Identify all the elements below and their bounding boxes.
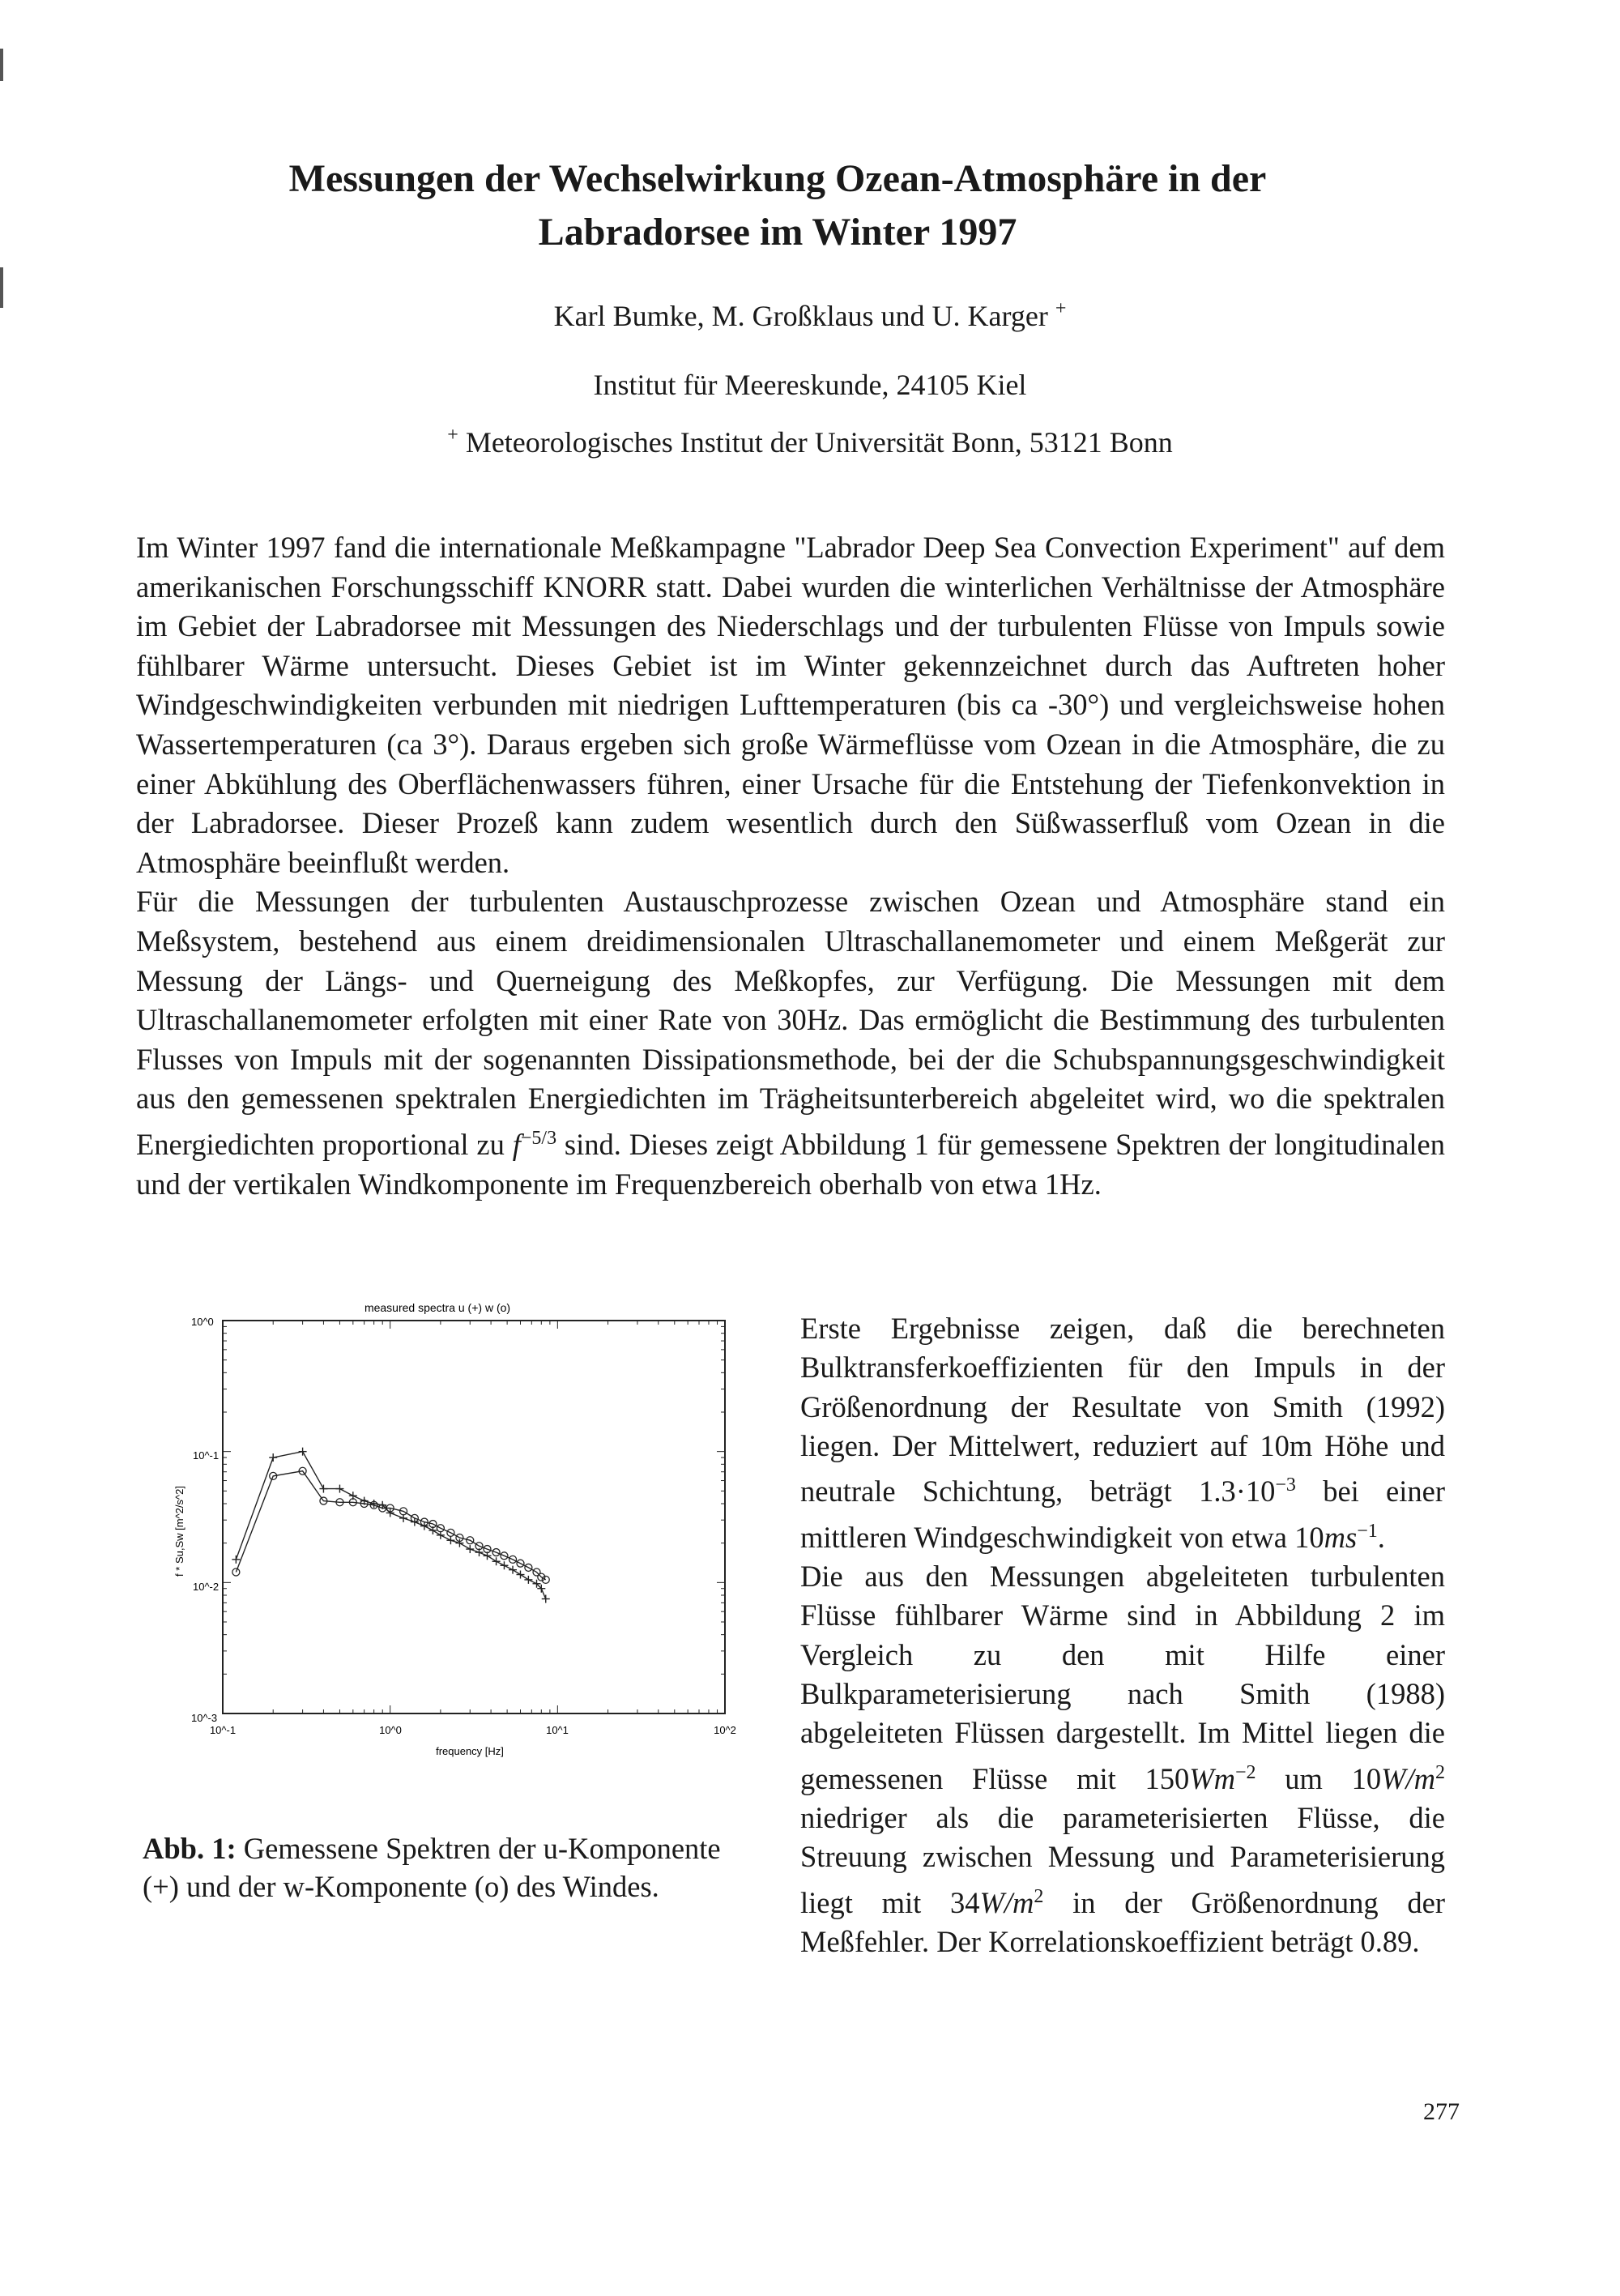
y-axis-label: f * Su,Sw [m^2/s^2] <box>173 1486 185 1577</box>
paragraph-4-a: Die aus den Messungen abgeleiteten turbulenten Flüsse fühlbarer Wärme sind in Abbildung 2 im Vergleich zu den mit Hilfe einer Bulkparameterisierung nach Smith (1988) abgeleiteten Flüssen dargestellt. Im Mittel liegen die gemessenen Flüsse mit 150 <box>800 1560 1445 1795</box>
data-point-u <box>319 1485 327 1493</box>
caption-text: Gemessene Spektren der u-Komponente (+) und der w-Komponente (o) des Windes. <box>143 1832 721 1903</box>
y-tick-label: 10^-1 <box>193 1449 220 1462</box>
data-point-u <box>466 1545 474 1553</box>
data-point-u <box>232 1556 240 1564</box>
author-line <box>0 298 1620 333</box>
body-text <box>136 528 1445 1204</box>
paper-title <box>130 152 1426 259</box>
exponent: −5/3 <box>520 1127 557 1149</box>
data-point-w <box>232 1568 240 1576</box>
y-tick-label: 10^-2 <box>193 1581 220 1593</box>
data-point-u <box>299 1448 307 1456</box>
paragraph-4 <box>800 1557 1445 1961</box>
paragraph-3-b: bei einer mittleren Windgeschwindigkeit von etwa 10 <box>800 1474 1446 1554</box>
data-point-u <box>542 1595 550 1603</box>
data-point-u <box>446 1536 454 1544</box>
y-tick-label: 10^0 <box>191 1316 214 1328</box>
exponent: −3 <box>1275 1474 1296 1496</box>
title-line-1: Messungen der Wechselwirkung Ozean-Atmosphäre in der <box>288 157 1267 200</box>
y-tick-label: 10^-3 <box>191 1712 218 1724</box>
unit: ms <box>1324 1520 1358 1554</box>
plot-frame <box>223 1321 725 1713</box>
unit: W/m <box>1381 1761 1435 1795</box>
data-point-u <box>492 1557 501 1565</box>
unit: W/m <box>979 1885 1034 1919</box>
paragraph-2-start: Für die Messungen der turbulenten Austauschprozesse zwischen Ozean und Atmosphäre stand ein Meßsystem, bestehend aus einem dreidimensionalen Ultraschallanemometer und einem Meßgerät zur Messung der Längs- und Querneigung des Meßkopfes, zur Verfügung. Die Messungen mit dem Ultraschallanemometer erfolgten mit einer Rate von 30Hz. Das ermöglicht die Bestimmung des turbulenten Flusses von Impuls mit der sogenannten Dissipationsmethode, bei der die Schubspannungsgeschwindigkeit aus den gemessenen spektralen Energiedichten im Trägheitsunterbereich abgeleitet wird, wo die spektralen Energiedichten proportional zu <box>136 885 1445 1162</box>
chart-title: measured spectra u (+) w (o) <box>364 1301 511 1314</box>
scan-edge-mark <box>0 49 3 81</box>
paragraph-4-c: niedriger als die parameterisierten Flüsse, die Streuung zwischen Messung und Parameterisierung liegt mit 34 <box>800 1801 1445 1919</box>
symbol-f: f <box>512 1128 521 1162</box>
affiliation-2: Meteorologisches Institut der Universität Bonn, 53121 Bonn <box>465 426 1173 459</box>
affiliation-1: Institut für Meereskunde, 24105 Kiel <box>593 369 1027 401</box>
y-tick-labels <box>191 1316 219 1724</box>
data-point-u <box>524 1576 532 1584</box>
page-number: 277 <box>1423 2098 1460 2125</box>
x-axis-label: frequency [Hz] <box>436 1745 504 1757</box>
paragraph-3-c: . <box>1377 1520 1385 1554</box>
affiliation-footnote-mark: + <box>447 425 458 446</box>
figure-caption <box>143 1829 742 1906</box>
x-tick-label: 10^1 <box>546 1724 569 1736</box>
exponent: 2 <box>1034 1885 1044 1907</box>
right-column <box>800 1309 1445 1961</box>
title-line-2: Labradorsee im Winter 1997 <box>538 211 1017 254</box>
paragraph-2-end: sind. Dieses zeigt Abbildung 1 für gemessene Spektren der longitudinalen und der vertikalen Windkomponente im Frequenzbereich oberhalb von etwa 1Hz. <box>136 1128 1446 1201</box>
caption-label: Abb. 1: <box>143 1832 237 1865</box>
exponent: −2 <box>1234 1761 1256 1783</box>
x-tick-labels <box>210 1724 736 1736</box>
series-layer <box>232 1448 549 1603</box>
affiliation-2-line <box>0 425 1620 459</box>
axis-ticks <box>223 1321 725 1713</box>
authors: Karl Bumke, M. Großklaus und U. Karger <box>553 300 1048 332</box>
unit: Wm <box>1189 1761 1235 1795</box>
paragraph-4-b: um 10 <box>1285 1761 1382 1795</box>
data-point-u <box>516 1571 524 1579</box>
exponent: 2 <box>1435 1761 1445 1783</box>
data-point-u <box>509 1566 517 1574</box>
exponent: −1 <box>1357 1520 1378 1542</box>
paragraph-4-d: in der Größenordnung der Meßfehler. Der Korrelationskoeffizient beträgt 0.89. <box>800 1885 1445 1959</box>
series-line-u <box>236 1452 545 1599</box>
data-point-u <box>269 1453 277 1462</box>
paragraph-1: Im Winter 1997 fand die internationale Meßkampagne "Labrador Deep Sea Convection Experiment" auf dem amerikanischen Forschungsschiff KNORR statt. Dabei wurden die winterlichen Verhältnisse der Atmosphäre im Gebiet der Labradorsee mit Messungen des Niederschlags und der turbulenten Flüsse von Impuls sowie fühlbarer Wärme untersucht. Dieses Gebiet ist im Winter gekennzeichnet durch das Auftreten hoher Windgeschwindigkeiten verbunden mit niedrigen Lufttemperaturen (bis ca -30°) und vergleichsweise hohen Wassertemperaturen (ca 3°). Daraus ergeben sich große Wärmeflüsse vom Ozean in die Atmosphäre, die zu einer Abkühlung des Oberflächenwassers führen, einer Ursache für die Entstehung der Tiefenkonvektion in der Labradorsee. Dieser Prozeß kann zudem wesentlich durch den Süßwasserfluß vom Ozean in die Atmosphäre beeinflußt werden. <box>136 531 1445 879</box>
data-point-u <box>500 1561 508 1569</box>
paragraph-3-a: Erste Ergebnisse zeigen, daß die berechneten Bulktransferkoeffizienten für den Impuls in der Größenordnung der Resultate von Smith (1992) liegen. Der Mittelwert, reduziert auf 10m Höhe und neutrale Schichtung, beträgt 1.3·10 <box>800 1312 1445 1509</box>
x-tick-label: 10^2 <box>714 1724 736 1736</box>
x-tick-label: 10^0 <box>379 1724 402 1736</box>
paragraph-2 <box>136 882 1445 1204</box>
data-point-u <box>335 1485 343 1493</box>
paragraph-3 <box>800 1309 1445 1557</box>
x-tick-label: 10^-1 <box>209 1724 237 1736</box>
spectra-figure <box>146 1288 761 1766</box>
author-footnote-mark: + <box>1055 298 1067 319</box>
